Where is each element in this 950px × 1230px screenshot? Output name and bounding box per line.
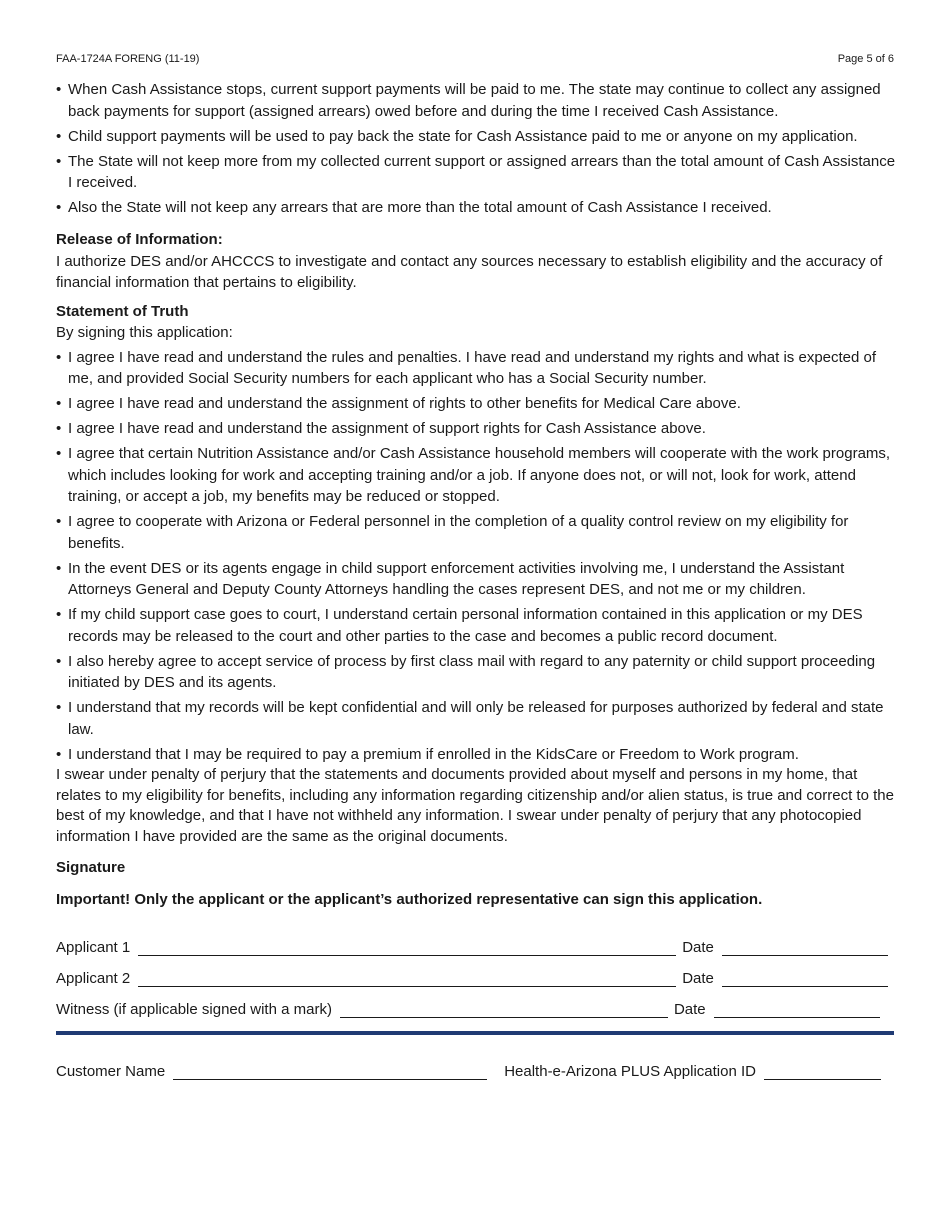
witness-date-line[interactable]: [714, 1005, 880, 1018]
list-item: • I agree I have read and understand the assignment of rights to other benefits for Medical Care above.: [56, 393, 896, 415]
important-notice: Important! Only the applicant or the applicant’s authorized representative can sign this application.: [56, 890, 763, 908]
list-item: • I also hereby agree to accept service of process by first class mail with regard to any paternity or child support proceeding initiated by DES and its agents.: [56, 651, 896, 694]
list-item: • I understand that my records will be kept confidential and will only be released for purposes authorized by federal and state law.: [56, 697, 896, 740]
application-id-line[interactable]: [764, 1067, 881, 1080]
customer-info-row: [56, 1060, 894, 1080]
page-header: [56, 53, 894, 65]
applicant-2-date-line[interactable]: [722, 974, 888, 987]
truth-intro: By signing this application:: [56, 324, 233, 341]
list-item: • Child support payments will be used to pay back the state for Cash Assistance paid to me or anyone on my application.: [56, 126, 896, 148]
date-label: Date: [673, 1001, 706, 1018]
list-item: • The State will not keep more from my collected current support or assigned arrears than the total amount of Cash Assistance I received.: [56, 151, 896, 194]
applicant-2-signature-line[interactable]: [138, 974, 676, 987]
release-heading: Release of Information:: [56, 231, 223, 248]
list-item: • In the event DES or its agents engage in child support enforcement activities involving me, I understand the Assistant Attorneys General and Deputy County Attorneys handling the cases represent DES, and not me or my children.: [56, 558, 896, 601]
list-item: • I agree to cooperate with Arizona or Federal personnel in the completion of a quality control review on my eligibility for benefits.: [56, 511, 896, 554]
applicant-1-signature-line[interactable]: [138, 943, 676, 956]
witness-signature-line[interactable]: [340, 1005, 668, 1018]
date-label: Date: [682, 939, 714, 956]
list-item: • I agree that certain Nutrition Assistance and/or Cash Assistance household members will cooperate with the work programs, which includes looking for work and accepting training and/or a job. If anyone does not, or will not, look for work, attend training, or accept a job, my benefits may be reduced or stopped.: [56, 443, 896, 508]
witness-label: Witness (if applicable signed with a mark): [56, 1001, 332, 1018]
application-id-label: Health-e-Arizona PLUS Application ID: [504, 1063, 756, 1080]
list-item: • I understand that I may be required to pay a premium if enrolled in the KidsCare or Freedom to Work program.: [56, 744, 896, 766]
section-divider: [56, 1031, 894, 1035]
page-number: Page 5 of 6: [837, 53, 894, 65]
applicant-2-label: Applicant 2: [56, 970, 131, 987]
cash-assistance-list: [56, 79, 896, 219]
customer-name-line[interactable]: [173, 1067, 487, 1080]
applicant-1-date-line[interactable]: [722, 943, 888, 956]
perjury-statement: I swear under penalty of perjury that the statements and documents provided about myself and persons in my home, that relates to my eligibility for benefits, including any information regarding citizenship and/or alien status, is true and correct to the best of my knowledge, and that I have not withheld any information. I swear under penalty of perjury that any photocopied information I have provided are the same as the original documents.: [56, 766, 894, 845]
list-item: • When Cash Assistance stops, current support payments will be paid to me. The state may continue to collect any assigned back payments for support (assigned arrears) owed before and during the time I received Cash Assistance.: [56, 79, 896, 122]
list-item: • I agree I have read and understand the assignment of support rights for Cash Assistance above.: [56, 418, 896, 440]
signature-heading: Signature: [56, 859, 126, 876]
witness-row: [56, 998, 894, 1018]
applicant-2-row: [56, 967, 894, 987]
applicant-1-label: Applicant 1: [56, 939, 131, 956]
release-text: I authorize DES and/or AHCCCS to investigate and contact any sources necessary to establish eligibility and the accuracy of financial information that pertains to eligibility.: [56, 252, 883, 291]
form-body: [56, 79, 896, 910]
form-id: FAA-1724A FORENG (11-19): [56, 53, 200, 65]
list-item: • I agree I have read and understand the rules and penalties. I have read and understand my rights and what is expected of me, and provided Social Security numbers for each applicant who has a Social Security number.: [56, 347, 896, 390]
list-item: • If my child support case goes to court, I understand certain personal information contained in this application or my DES records may be released to the court and other parties to the case and becomes a public record document.: [56, 604, 896, 647]
applicant-1-row: [56, 936, 894, 956]
customer-name-label: Customer Name: [56, 1063, 166, 1080]
truth-list: [56, 347, 896, 766]
truth-heading: Statement of Truth: [56, 302, 189, 320]
list-item: • Also the State will not keep any arrears that are more than the total amount of Cash Assistance I received.: [56, 197, 896, 219]
date-label: Date: [682, 970, 714, 987]
